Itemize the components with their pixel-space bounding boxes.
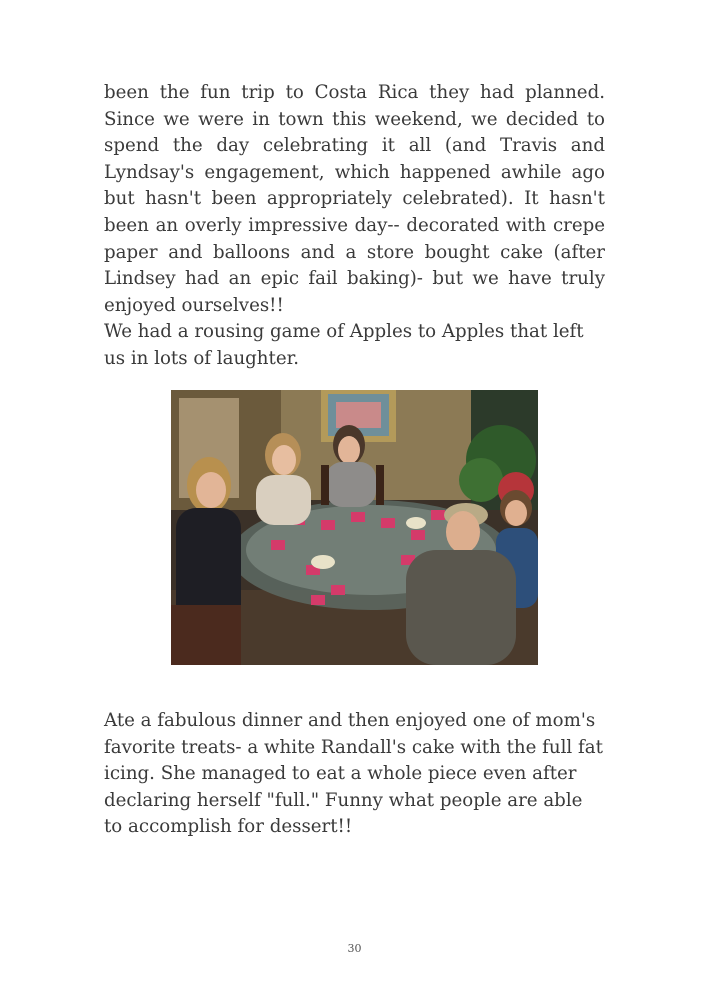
paragraph-dinner-cake: Ate a fabulous dinner and then enjoyed one of mom's favorite treats- a white Randall's cake with the full fat icing. She managed to eat a whole piece even after declaring herself "full." Funny what people are able to accomplish for dessert!!: [104, 710, 603, 838]
page-number: 30: [347, 942, 362, 955]
paragraph-costa-rica: been the fun trip to Costa Rica they had planned. Since we were in town this weekend, we decided to spend the day celebrating it all (and Travis and Lyndsay's engagement, which happened awhile ago but hasn't been appropriately celebrated). It hasn't been an overly impressive day-- decorated with crepe paper and balloons and a store bought cake (after Lindsey had an epic fail baking)- but we have truly enjoyed ourselves!!: [104, 82, 605, 316]
family-game-photo: [171, 390, 538, 665]
top-text-block: [104, 80, 605, 373]
paragraph-apples-to-apples: We had a rousing game of Apples to Apples that left us in lots of laughter.: [104, 321, 584, 369]
bottom-text-block: [104, 708, 605, 841]
